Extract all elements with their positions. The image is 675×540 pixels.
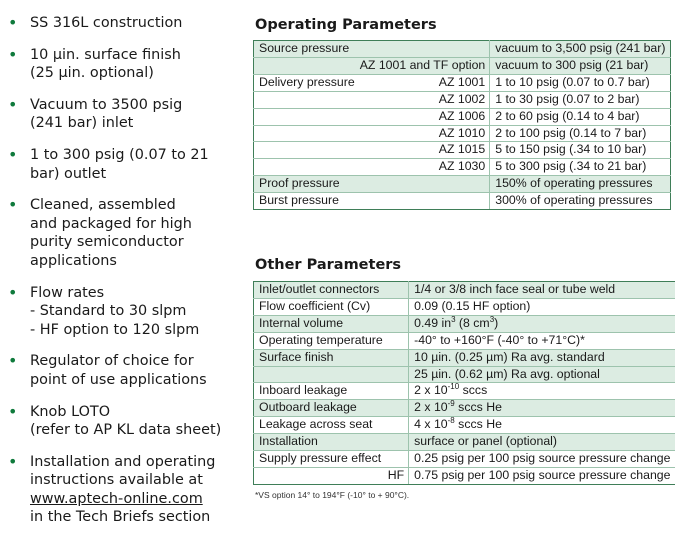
param-label: Installation	[254, 434, 388, 451]
param-value: 1/4 or 3/8 inch face seal or tube weld	[409, 282, 675, 299]
table-row	[254, 142, 671, 159]
param-sub-label: AZ 1015	[360, 142, 490, 159]
param-value: 2 x $10^{-10}$ sccs	[409, 383, 675, 400]
table-row	[254, 400, 675, 417]
bullet-icon: •	[8, 352, 17, 371]
other-parameters-title: Other Parameters	[255, 257, 401, 273]
param-sub-label	[388, 315, 409, 332]
param-value: 0.09 (0.15 HF option)	[409, 298, 675, 315]
param-sub-label	[388, 298, 409, 315]
param-value: surface or panel (optional)	[409, 434, 675, 451]
operating-parameters-title: Operating Parameters	[255, 17, 437, 33]
table-row	[254, 159, 671, 176]
param-sub-label: AZ 1030	[360, 159, 490, 176]
param-sub-label	[388, 400, 409, 417]
table-row	[254, 332, 675, 349]
feature-text: - Standard to 30 slpm	[30, 302, 242, 321]
table-row	[254, 91, 671, 108]
bullet-icon: •	[8, 14, 17, 33]
param-label: Outboard leakage	[254, 400, 388, 417]
param-sub-label	[388, 451, 409, 468]
param-label: Leakage across seat	[254, 417, 388, 434]
table-row	[254, 349, 675, 366]
table-row	[254, 451, 675, 468]
param-label: Delivery pressure	[254, 74, 360, 91]
feature-text: applications	[30, 252, 242, 271]
temperature-footnote: *VS option 14° to 194°F (-10° to + 90°C).	[255, 490, 409, 500]
feature-item	[6, 46, 242, 83]
param-value: 5 to 300 psig (.34 to 21 bar)	[490, 159, 671, 176]
table-row	[254, 176, 671, 193]
other-parameters-table	[253, 281, 675, 485]
param-sub-label	[388, 366, 409, 383]
param-sub-label: AZ 1006	[360, 108, 490, 125]
feature-text: Cleaned, assembled	[30, 196, 242, 215]
feature-text: bar) outlet	[30, 165, 242, 184]
feature-text: (25 µin. optional)	[30, 64, 242, 83]
param-sub-label	[360, 193, 490, 210]
table-row	[254, 315, 675, 332]
table-row	[254, 57, 671, 74]
param-value: 150% of operating pressures	[490, 176, 671, 193]
feature-item	[6, 196, 242, 270]
table-row	[254, 366, 675, 383]
bullet-icon: •	[8, 284, 17, 303]
table-row	[254, 417, 675, 434]
param-sub-label	[360, 41, 490, 58]
param-value: 300% of operating pressures	[490, 193, 671, 210]
param-value: 4 x $10^{-8}$ sccs He	[409, 417, 675, 434]
table-row	[254, 434, 675, 451]
param-value: 25 µin. (0.62 µm) Ra avg. optional	[409, 366, 675, 383]
feature-text: instructions available at	[30, 471, 242, 490]
param-label: Burst pressure	[254, 193, 360, 210]
param-sub-label: AZ 1002	[360, 91, 490, 108]
param-value: vacuum to 3,500 psig (241 bar)	[490, 41, 671, 58]
param-value: 0.25 psig per 100 psig source pressure change	[409, 451, 675, 468]
bullet-icon: •	[8, 403, 17, 422]
param-label	[254, 159, 360, 176]
feature-text: Installation and operating	[30, 453, 242, 472]
feature-item	[6, 403, 242, 440]
param-sub-label: AZ 1001	[360, 74, 490, 91]
param-value: 10 µin. (0.25 µm) Ra avg. standard	[409, 349, 675, 366]
param-label: Supply pressure effect	[254, 451, 388, 468]
table-row	[254, 193, 671, 210]
param-sub-label	[388, 434, 409, 451]
bullet-icon: •	[8, 146, 17, 165]
feature-list	[6, 14, 242, 540]
param-value: 2 to 100 psig (0.14 to 7 bar)	[490, 125, 671, 142]
param-sub-label: AZ 1001 and TF option	[360, 57, 490, 74]
feature-text: purity semiconductor	[30, 233, 242, 252]
table-row	[254, 41, 671, 58]
table-row	[254, 108, 671, 125]
param-label	[254, 366, 388, 383]
param-value: 1 to 30 psig (0.07 to 2 bar)	[490, 91, 671, 108]
website-link[interactable]: www.aptech-online.com	[30, 491, 203, 507]
param-value: 0.75 psig per 100 psig source pressure change	[409, 467, 675, 484]
param-sub-label	[388, 383, 409, 400]
param-sub-label	[388, 349, 409, 366]
param-value: vacuum to 300 psig (21 bar)	[490, 57, 671, 74]
bullet-icon: •	[8, 196, 17, 215]
param-label	[254, 91, 360, 108]
feature-text: Knob LOTO	[30, 403, 242, 422]
feature-item	[6, 284, 242, 340]
param-value: -40° to +160°F (-40° to +71°C)*	[409, 332, 675, 349]
param-label	[254, 467, 388, 484]
param-sub-label	[388, 282, 409, 299]
feature-text: SS 316L construction	[30, 14, 242, 33]
feature-item	[6, 146, 242, 183]
param-label	[254, 108, 360, 125]
table-row	[254, 282, 675, 299]
feature-text: 10 µin. surface finish	[30, 46, 242, 65]
param-sub-label	[388, 332, 409, 349]
table-row	[254, 383, 675, 400]
param-label: Proof pressure	[254, 176, 360, 193]
feature-item	[6, 453, 242, 527]
table-row	[254, 467, 675, 484]
param-sub-label	[388, 417, 409, 434]
feature-text: and packaged for high	[30, 215, 242, 234]
bullet-icon: •	[8, 46, 17, 65]
param-value: 1 to 10 psig (0.07 to 0.7 bar)	[490, 74, 671, 91]
param-label: Surface finish	[254, 349, 388, 366]
param-label: Inlet/outlet connectors	[254, 282, 388, 299]
param-label: Flow coefficient (Cv)	[254, 298, 388, 315]
table-row	[254, 125, 671, 142]
feature-text: 1 to 300 psig (0.07 to 21	[30, 146, 242, 165]
param-label	[254, 142, 360, 159]
feature-text: Regulator of choice for	[30, 352, 242, 371]
param-label	[254, 125, 360, 142]
feature-text: point of use applications	[30, 371, 242, 390]
bullet-icon: •	[8, 96, 17, 115]
param-sub-label	[360, 176, 490, 193]
bullet-icon: •	[8, 453, 17, 472]
feature-item	[6, 352, 242, 389]
table-row	[254, 298, 675, 315]
feature-text: in the Tech Briefs section	[30, 508, 242, 527]
feature-item	[6, 14, 242, 33]
feature-text: Vacuum to 3500 psig	[30, 96, 242, 115]
param-sub-label: HF	[388, 467, 409, 484]
feature-item	[6, 96, 242, 133]
param-label: Operating temperature	[254, 332, 388, 349]
param-label	[254, 57, 360, 74]
param-sub-label: AZ 1010	[360, 125, 490, 142]
param-label: Source pressure	[254, 41, 360, 58]
param-value: 2 to 60 psig (0.14 to 4 bar)	[490, 108, 671, 125]
param-value: 0.49 $in^3$ (8 $cm^3$)	[409, 315, 675, 332]
operating-parameters-table	[253, 40, 671, 210]
param-value: 5 to 150 psig (.34 to 10 bar)	[490, 142, 671, 159]
param-label: Inboard leakage	[254, 383, 388, 400]
feature-text: - HF option to 120 slpm	[30, 321, 242, 340]
feature-text: (241 bar) inlet	[30, 114, 242, 133]
param-label: Internal volume	[254, 315, 388, 332]
table-row	[254, 74, 671, 91]
param-value: 2 x $10^{-9}$ sccs He	[409, 400, 675, 417]
feature-text: (refer to AP KL data sheet)	[30, 421, 242, 440]
feature-text: Flow rates	[30, 284, 242, 303]
